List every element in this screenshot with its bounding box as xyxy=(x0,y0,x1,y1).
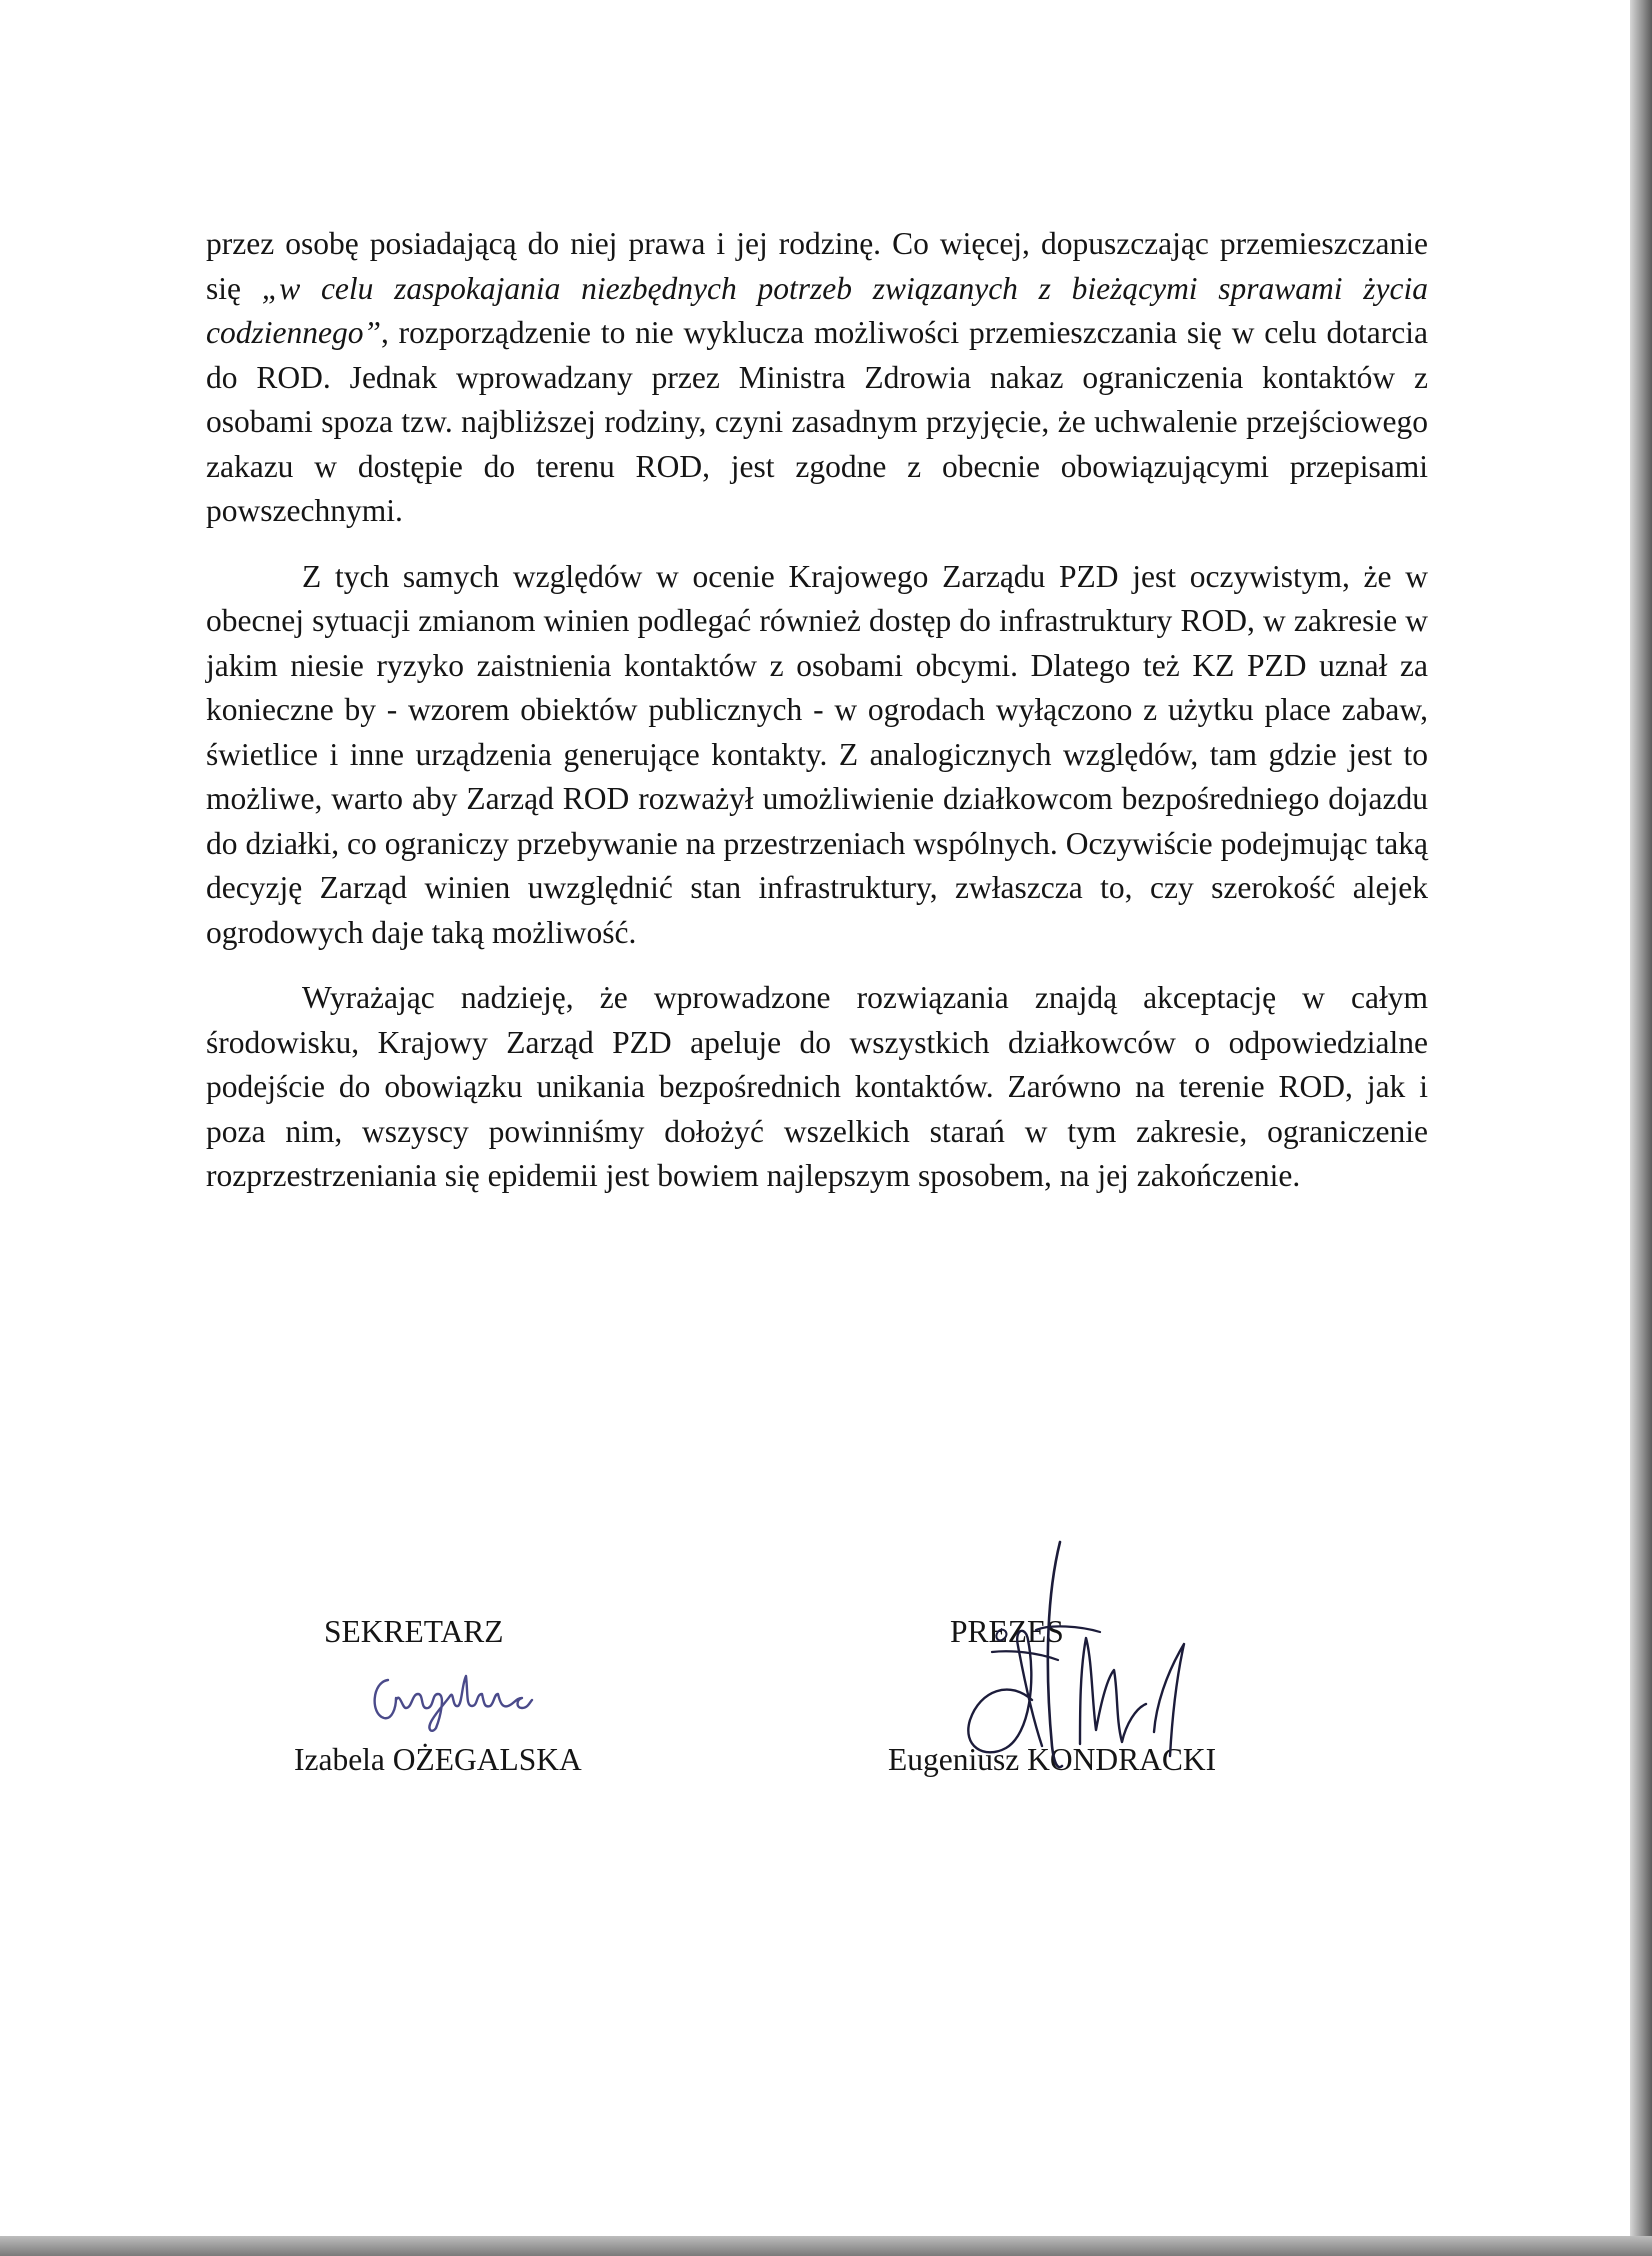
regulation-quote: „w celu zaspokajania niezbędnych potrzeb związanych z bieżącymi sprawami życia codziennego” xyxy=(206,270,1428,350)
paragraph-1 xyxy=(206,222,1428,534)
letter-body xyxy=(206,222,1428,1199)
secretary-handwritten-signature xyxy=(366,1664,546,1736)
paragraph-1-text-start: przez osobę posiadającą do niej prawa i jej rodzinę. Co więcej, dopuszczając przemieszczanie się xyxy=(206,226,1428,306)
president-name: Eugeniusz KONDRACKI xyxy=(888,1742,1217,1777)
president-handwritten-signature xyxy=(940,1520,1230,1810)
president-title: PREZES xyxy=(950,1614,1064,1649)
scanner-edge-right xyxy=(1630,0,1652,2256)
paragraph-2: Z tych samych względów w ocenie Krajowego Zarządu PZD jest oczywistym, że w obecnej sytuacji zmianom winien podlegać również dostęp do infrastruktury ROD, w zakresie w jakim niesie ryzyko zaistnienia kontaktów z osobami obcymi. Dlatego też KZ PZD uznał za konieczne by - wzorem obiektów publicznych - w ogrodach wyłączono z użytku place zabaw, świetlice i inne urządzenia generujące kontakty. Z analogicznych względów, tam gdzie jest to możliwe, warto aby Zarząd ROD rozważył umożliwienie działkowcom bezpośredniego dojazdu do działki, co ograniczy przebywanie na przestrzeniach wspólnych. Oczywiście podejmując taką decyzję Zarząd winien uwzględnić stan infrastruktury, zwłaszcza to, czy szerokość alejek ogrodowych daje taką możliwość. xyxy=(206,558,1428,950)
secretary-title: SEKRETARZ xyxy=(324,1614,504,1649)
scanner-edge-bottom xyxy=(0,2236,1652,2256)
paragraph-1-text-end: , rozporządzenie to nie wyklucza możliwości przemieszczania się w celu dotarcia do ROD. Jednak wprowadzany przez Ministra Zdrowia nakaz ograniczenia kontaktów z osobami spoza tzw. najbliższej rodziny, czyni zasadnym przyjęcie, że uchwalenie przejściowego zakazu w dostępie do terenu ROD, jest zgodne z obecnie obowiązującymi przepisami powszechnymi. xyxy=(206,315,1428,528)
paragraph-3: Wyrażając nadzieję, że wprowadzone rozwiązania znajdą akceptację w całym środowisku, Krajowy Zarząd PZD apeluje do wszystkich działkowców o odpowiedzialne podejście do obowiązku unikania bezpośrednich kontaktów. Zarówno na terenie ROD, jak i poza nim, wszyscy powinniśmy dołożyć wszelkich starań w tym zakresie, ograniczenie rozprzestrzeniania się epidemii jest bowiem najlepszym sposobem, na jej zakończenie. xyxy=(206,980,1428,1193)
secretary-name: Izabela OŻEGALSKA xyxy=(294,1742,582,1777)
